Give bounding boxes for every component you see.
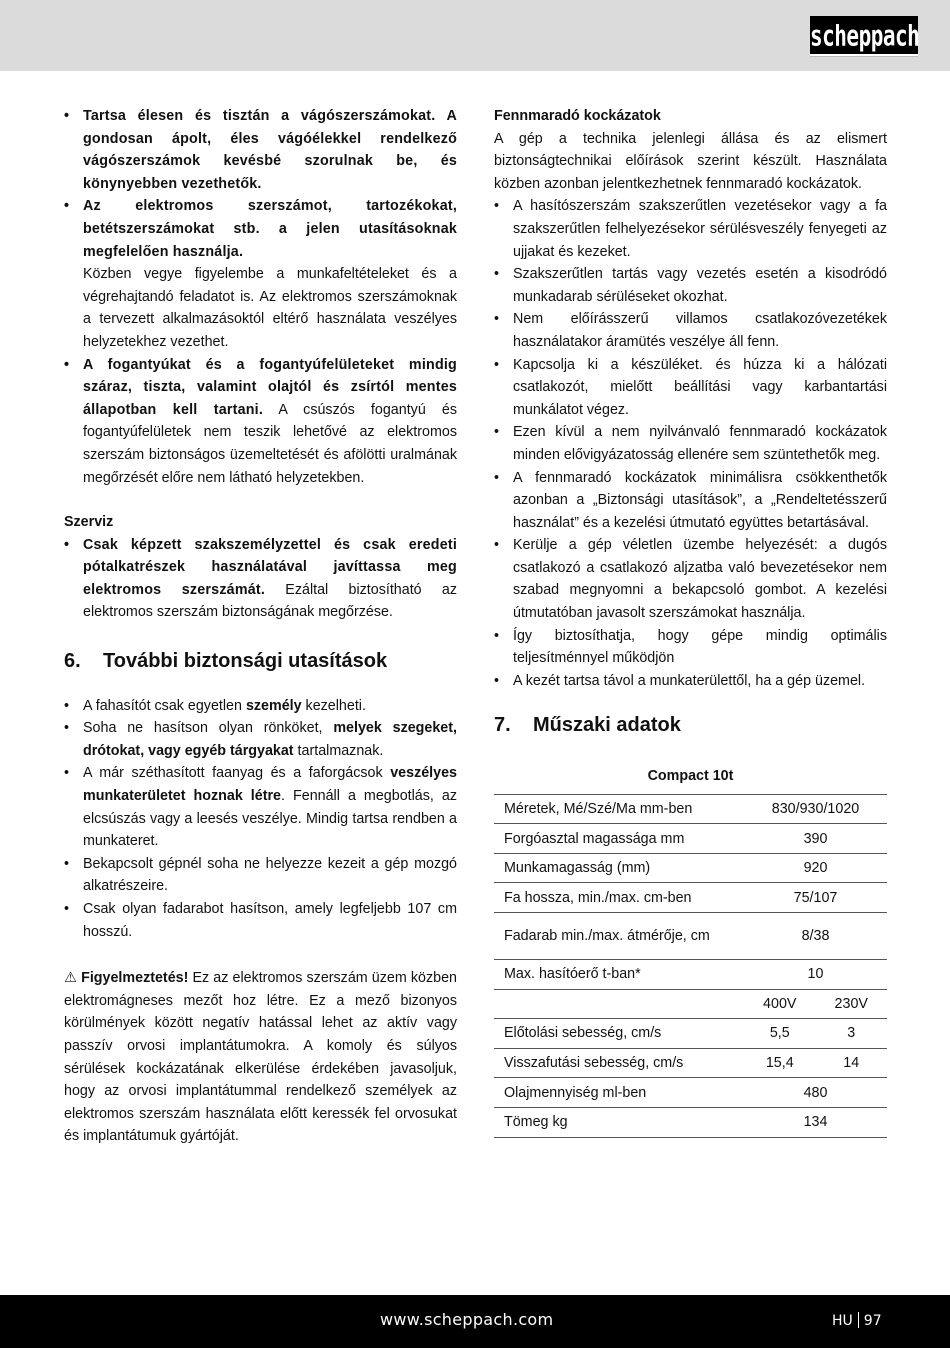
list-item: • A hasítószerszám szakszerűtlen vezetésekor vagy a fa szakszerűtlen felhelyezésekor sérülésveszély fenyegeti az ujjakat és kezeket. — [494, 195, 887, 263]
safety-list — [64, 695, 457, 944]
spec-table — [494, 794, 887, 1138]
table-row: Fa hossza, min./max. cm-ben 75/107 — [494, 883, 887, 913]
section-title: További biztonsági utasítások — [103, 650, 388, 673]
list-item: • Tartsa élesen és tisztán a vágószerszámokat. A gondosan ápolt, éles vágóélekkel rendelkező vágószerszámok kevésbé szorulnak be, és könynyebben vezethetők. — [64, 105, 457, 195]
list-item: • Kerülje a gép véletlen üzembe helyezését: a dugós csatlakozó a csatlakozó aljzatba való bevezetésekor nem szabad megnyomni a bekapcsoló gombot. A kezelési útmutatóban javasolt szerszámokat használja. — [494, 534, 887, 624]
tool-care-list — [64, 105, 457, 263]
list-item: • Az elektromos szerszámot, tartozékokat, betétszerszámokat stb. a jelen utasításoknak megfelelően használja. — [64, 195, 457, 263]
list-item: • A kezét tartsa távol a munkaterülettől, ha a gép üzemel. — [494, 670, 887, 693]
table-row: Forgóasztal magassága mm 390 — [494, 824, 887, 854]
service-heading: Szerviz — [64, 514, 114, 531]
warning-paragraph — [64, 967, 457, 1148]
divider — [858, 1312, 859, 1328]
list-item: • Szakszerűtlen tartás vagy vezetés esetén a kisodródó munkadarab sérüléseket okozhat. — [494, 263, 887, 308]
website-link[interactable]: www.scheppach.com — [380, 1310, 554, 1329]
section-7-heading — [494, 714, 887, 737]
list-item: • Ezen kívül a nem nyilvánvaló fennmaradó kockázatok minden elővigyázatosság ellenére sem szüntethetők meg. — [494, 421, 887, 466]
scheppach-logo — [810, 16, 918, 56]
section-6-heading — [64, 650, 457, 673]
section-number: 7. — [494, 714, 511, 737]
continuation-text: Közben vegye figyelembe a munkafeltételeket és a végrehajtandó feladatot is. Az elektromos szerszámoknak a tervezett alkalmazásoktól eltérő használata veszélyes helyzetekhez vezethet. — [83, 266, 457, 350]
list-item: • Csak képzett szakszemélyzettel és csak eredeti pótalkatrészek használatával javíttassa meg elektromos szerszámát. Ezáltal biztosítható az elektromos szerszám biztonságának megőrzése. — [64, 534, 457, 624]
logo-text: scheppach — [810, 19, 920, 53]
table-row: Visszafutási sebesség, cm/s 15,4 14 — [494, 1048, 887, 1078]
list-item: • Bekapcsolt gépnél soha ne helyezze kezeit a gép mozgó alkatrészeire. — [64, 853, 457, 898]
residual-risks-list — [494, 195, 887, 692]
residual-risks-heading: Fennmaradó kockázatok — [494, 108, 661, 124]
warning-icon: ⚠ — [64, 970, 77, 987]
page-number: 97 — [863, 1313, 882, 1329]
list-item: • A már széthasított faanyag és a faforgácsok veszélyes munkaterületet hoznak létre. Fennáll a megbotlás, az elcsúszás vagy a leesés veszélye. Mindig tartsa rendben a munkateret. — [64, 762, 457, 852]
spec-table-title: Compact 10t — [647, 768, 734, 785]
section-number: 6. — [64, 650, 81, 673]
list-item: • Nem előírásszerű villamos csatlakozóvezetékek használatakor áramütés veszélye áll fenn. — [494, 308, 887, 353]
list-item: • Kapcsolja ki a készüléket. és húzza ki a hálózati csatlakozót, mielőtt beállítási vagy karbantartási munkálatot végez. — [494, 354, 887, 422]
list-item: • Csak olyan fadarabot hasítson, amely legfeljebb 107 cm hosszú. — [64, 898, 457, 943]
handles-list — [64, 354, 457, 490]
list-item: • Így biztosíthatja, hogy gépe mindig optimális teljesítménnyel működjön — [494, 625, 887, 670]
language-code: HU — [832, 1313, 853, 1329]
table-row: Fadarab min./max. átmérője, cm 8/38 — [494, 913, 887, 960]
page-header — [0, 0, 950, 71]
table-row: Olajmennyiség ml-ben 480 — [494, 1078, 887, 1108]
residual-intro: A gép a technika jelenlegi állása és az elismert biztonságtechnikai előírások szerint készült. Használata közben azonban jelentkezhetnek fennmaradó kockázatok. — [494, 130, 887, 192]
list-item: • A fennmaradó kockázatok minimálisra csökkenthetők azonban a „Biztonsági utasítások”, a „Rendeltetésszerű használat” és a kezelési útmutató együttes betartásával. — [494, 467, 887, 535]
warning-text: Ez az elektromos szerszám üzem közben elektromágneses mezőt hoz létre. Ez a mező bizonyos körülmények között negatív hatással lehet az aktív vagy passzív orvosi implantátumokra. A komoly és súlyos sérülések kockázatának elkerülése érdekében javasoljuk, hogy az orvosi implantátummal rendelkező személyek az elektromos szerszám használata előtt keressék fel orvosukat és implantátumuk gyártóját. — [64, 970, 457, 1145]
list-item: • Soha ne hasítson olyan rönköket, melyek szegeket, drótokat, vagy egyéb tárgyakat tartalmaznak. — [64, 717, 457, 762]
list-item: • A fahasítót csak egyetlen személy kezelheti. — [64, 695, 457, 718]
right-column — [494, 105, 887, 1138]
table-row: Max. hasítóerő t-ban* 10 — [494, 960, 887, 990]
page-indicator — [832, 1312, 882, 1329]
service-list — [64, 534, 457, 624]
warning-label: Figyelmeztetés! — [81, 970, 189, 987]
table-row: Tömeg kg 134 — [494, 1107, 887, 1137]
table-row: Munkamagasság (mm) 920 — [494, 853, 887, 883]
page-footer — [0, 1295, 950, 1348]
left-column — [64, 105, 457, 1148]
table-row: 400V 230V — [494, 989, 887, 1019]
table-row: Méretek, Mé/Szé/Ma mm-ben 830/930/1020 — [494, 794, 887, 824]
table-row: Előtolási sebesség, cm/s 5,5 3 — [494, 1019, 887, 1049]
list-item: • A fogantyúkat és a fogantyúfelületeket mindig száraz, tiszta, valamint olajtól és zsírtól mentes állapotban kell tartani. A csúszós fogantyú és fogantyúfelületek nem teszik lehetővé az elektromos szerszám biztonságos üzemeltetését és afölötti uralmának megőrzését előre nem látható helyzetekben. — [64, 354, 457, 490]
section-title: Műszaki adatok — [533, 714, 681, 737]
